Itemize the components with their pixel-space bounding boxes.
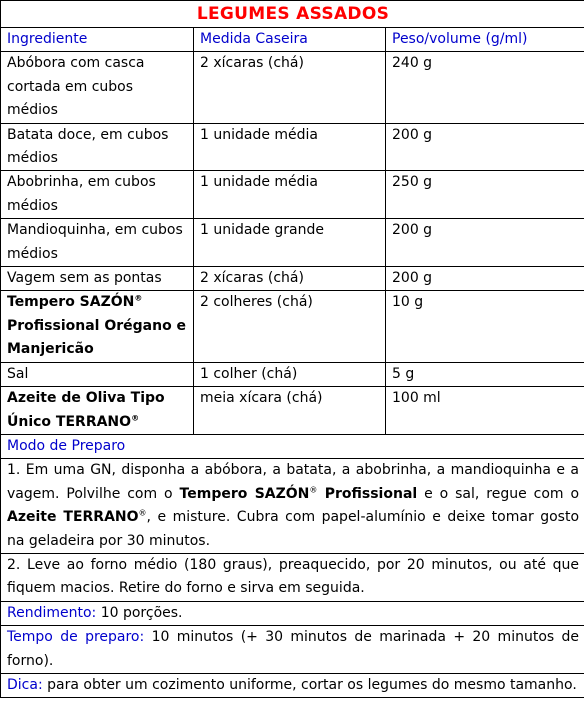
step-1-part: e o sal, regue com o bbox=[417, 485, 580, 502]
ingredient-name bbox=[1, 219, 194, 267]
rendimento-label: Rendimento: bbox=[7, 604, 97, 621]
ingredient-name-line: Manjericão bbox=[7, 341, 94, 358]
ingredient-row bbox=[1, 362, 584, 386]
brand-name-terrano: Único TERRANO bbox=[7, 413, 132, 430]
ingredient-name-line: Batata doce, em cubos bbox=[7, 126, 169, 143]
ingredient-weight: 200 g bbox=[386, 219, 584, 267]
ingredient-row bbox=[1, 219, 584, 267]
rendimento-cell bbox=[1, 601, 584, 625]
ingredient-weight: 240 g bbox=[386, 52, 584, 123]
preparo-header-row bbox=[1, 434, 584, 458]
step-1-part: 1. Em uma GN, disponha a abóbora, a batata, a abobrinha, a mandioquinha e a vagem. Polvilhe com o bbox=[7, 462, 580, 502]
ingredient-weight: 200 g bbox=[386, 123, 584, 171]
ingredient-name-line: médios bbox=[7, 150, 58, 167]
brand-name-terrano: Azeite TERRANO bbox=[7, 509, 139, 526]
column-header-peso-volume: Peso/volume (g/ml) bbox=[386, 28, 584, 52]
title-row bbox=[1, 1, 584, 28]
column-header-ingrediente: Ingrediente bbox=[1, 28, 194, 52]
ingredient-measure: meia xícara (chá) bbox=[194, 387, 386, 435]
column-header-medida-caseira: Medida Caseira bbox=[194, 28, 386, 52]
ingredient-weight: 10 g bbox=[386, 291, 584, 362]
ingredient-row bbox=[1, 171, 584, 219]
ingredient-name-line: Abobrinha, em cubos bbox=[7, 174, 156, 191]
rendimento-row bbox=[1, 601, 584, 625]
step-1-part: , e misture. Cubra com papel-alumínio e deixe tomar gosto na geladeira por 30 minutos. bbox=[7, 509, 580, 549]
ingredient-name-line: cortada em cubos bbox=[7, 78, 134, 95]
dica-row bbox=[1, 673, 584, 697]
ingredient-weight: 250 g bbox=[386, 171, 584, 219]
ingredient-name-line: Vagem sem as pontas bbox=[7, 270, 162, 287]
ingredient-name-line: Profissional Orégano e bbox=[7, 317, 187, 334]
dica-value: para obter um cozimento uniforme, cortar os legumes do mesmo tamanho. bbox=[42, 676, 577, 693]
rendimento-value: 10 porções. bbox=[96, 604, 183, 621]
ingredient-weight: 200 g bbox=[386, 267, 584, 291]
ingredient-name-line: médios bbox=[7, 245, 58, 262]
ingredient-name-line: Sal bbox=[7, 365, 29, 382]
step-2-text: 2. Leve ao forno médio (180 graus), preaquecido, por 20 minutos, ou até que fiquem macios. Retire do forno e sirva em seguida. bbox=[1, 553, 584, 601]
ingredient-name bbox=[1, 362, 194, 386]
brand-name-sazon: Tempero SAZÓN bbox=[179, 485, 310, 502]
ingredient-weight: 100 ml bbox=[386, 387, 584, 435]
ingredient-row bbox=[1, 267, 584, 291]
brand-name-profissional: Profissional bbox=[317, 485, 418, 502]
ingredient-name-line: Azeite de Oliva Tipo bbox=[7, 390, 165, 407]
tempo-row bbox=[1, 626, 584, 674]
ingredient-measure: 2 xícaras (chá) bbox=[194, 52, 386, 123]
ingredient-name bbox=[1, 52, 194, 123]
ingredient-measure: 1 colher (chá) bbox=[194, 362, 386, 386]
ingredient-name-line: médios bbox=[7, 102, 58, 119]
ingredient-name bbox=[1, 123, 194, 171]
ingredient-measure: 1 unidade média bbox=[194, 171, 386, 219]
ingredient-name bbox=[1, 387, 194, 435]
ingredient-name-line: Mandioquinha, em cubos bbox=[7, 222, 183, 239]
ingredient-measure: 1 unidade grande bbox=[194, 219, 386, 267]
tempo-value: 10 minutos (+ 30 minutos de marinada + 20 minutos de forno). bbox=[7, 629, 580, 669]
ingredient-name-line: médios bbox=[7, 197, 58, 214]
step-row bbox=[1, 459, 584, 554]
ingredient-row bbox=[1, 123, 584, 171]
registered-mark: ® bbox=[138, 508, 147, 518]
step-1-text bbox=[1, 459, 584, 554]
dica-cell bbox=[1, 673, 584, 697]
ingredient-name bbox=[1, 291, 194, 362]
ingredient-weight: 5 g bbox=[386, 362, 584, 386]
ingredient-name bbox=[1, 267, 194, 291]
ingredient-row bbox=[1, 52, 584, 123]
dica-label: Dica: bbox=[7, 676, 43, 693]
ingredient-name bbox=[1, 171, 194, 219]
header-row bbox=[1, 28, 584, 52]
registered-mark: ® bbox=[309, 485, 318, 495]
ingredient-measure: 2 xícaras (chá) bbox=[194, 267, 386, 291]
ingredient-name-line: Abóbora com casca bbox=[7, 55, 145, 72]
ingredient-row bbox=[1, 291, 584, 362]
registered-mark: ® bbox=[134, 293, 143, 303]
ingredient-measure: 1 unidade média bbox=[194, 123, 386, 171]
tempo-label: Tempo de preparo: bbox=[7, 629, 145, 646]
brand-name-sazon: Tempero SAZÓN bbox=[7, 294, 135, 311]
tempo-cell bbox=[1, 626, 584, 674]
modo-de-preparo-label: Modo de Preparo bbox=[1, 434, 584, 458]
registered-mark: ® bbox=[131, 412, 140, 422]
ingredient-row bbox=[1, 387, 584, 435]
ingredient-measure: 2 colheres (chá) bbox=[194, 291, 386, 362]
recipe-title: LEGUMES ASSADOS bbox=[1, 1, 584, 28]
step-row bbox=[1, 553, 584, 601]
